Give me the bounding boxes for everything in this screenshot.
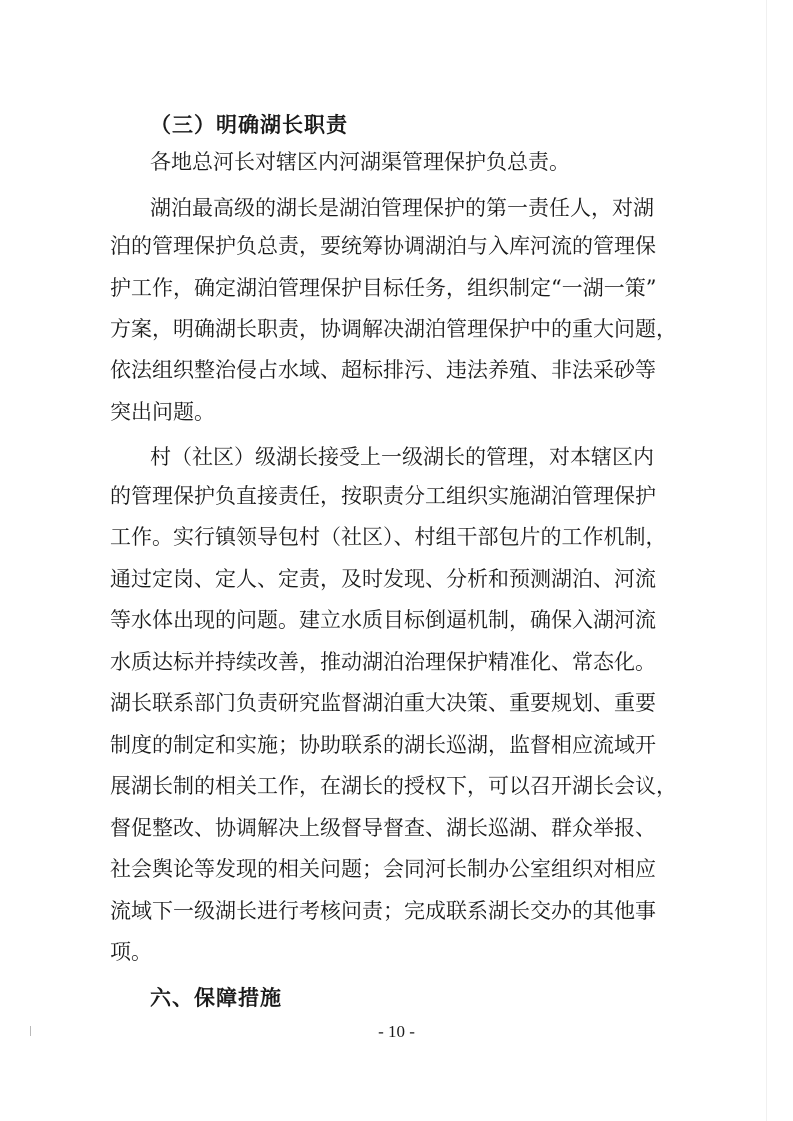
paragraph-line: 湖长联系部门负责研究监督湖泊重大决策、重要规划、重要 [110,691,656,715]
paragraph-line: 护工作，确定湖泊管理保护目标任务，组织制定“一湖一策” [110,276,657,300]
paragraph-line: 项。 [110,940,152,964]
next-section-heading: 六、保障措施 [150,985,282,1010]
paragraph-line: 社会舆论等发现的相关问题；会同河长制办公室组织对相应 [110,857,656,881]
paragraph-line: 突出问题。 [110,400,215,424]
paragraph-line: 等水体出现的问题。建立水质目标倒逼机制，确保入湖河流 [110,608,656,632]
paragraph-line: 泊的管理保护负总责，要统筹协调湖泊与入库河流的管理保 [110,234,656,258]
paragraph-line: 依法组织整治侵占水域、超标排污、违法养殖、非法采砂等 [110,358,656,382]
paragraph-line: 的管理保护负直接责任，按职责分工组织实施湖泊管理保护 [110,484,656,508]
page-number: - 10 - [378,1022,415,1041]
paragraph-line: 流域下一级湖长进行考核问责；完成联系湖长交办的其他事 [110,899,656,923]
paragraph-line: 方案，明确湖长职责，协调解决湖泊管理保护中的重大问题， [110,317,677,341]
paragraph-line: 湖泊最高级的湖长是湖泊管理保护的第一责任人，对湖 [150,196,654,220]
scan-edge-mark [30,1026,31,1036]
paragraph-line: 各地总河长对辖区内河湖渠管理保护负总责。 [150,150,570,174]
paragraph-line: 制度的制定和实施；协助联系的湖长巡湖，监督相应流域开 [110,733,656,757]
scan-edge-shadow [766,0,767,1121]
paragraph-line: 水质达标并持续改善，推动湖泊治理保护精准化、常态化。 [110,650,656,674]
paragraph-line: 通过定岗、定人、定责，及时发现、分析和预测湖泊、河流 [110,567,656,591]
paragraph-line: 工作。实行镇领导包村（社区）、村组干部包片的工作机制， [110,525,667,549]
paragraph-line: 村（社区）级湖长接受上一级湖长的管理，对本辖区内 [150,445,654,469]
section-heading: （三）明确湖长职责 [150,112,348,137]
paragraph-line: 展湖长制的相关工作，在湖长的授权下，可以召开湖长会议， [110,774,677,798]
paragraph-line: 督促整改、协调解决上级督导督查、湖长巡湖、群众举报、 [110,816,656,840]
